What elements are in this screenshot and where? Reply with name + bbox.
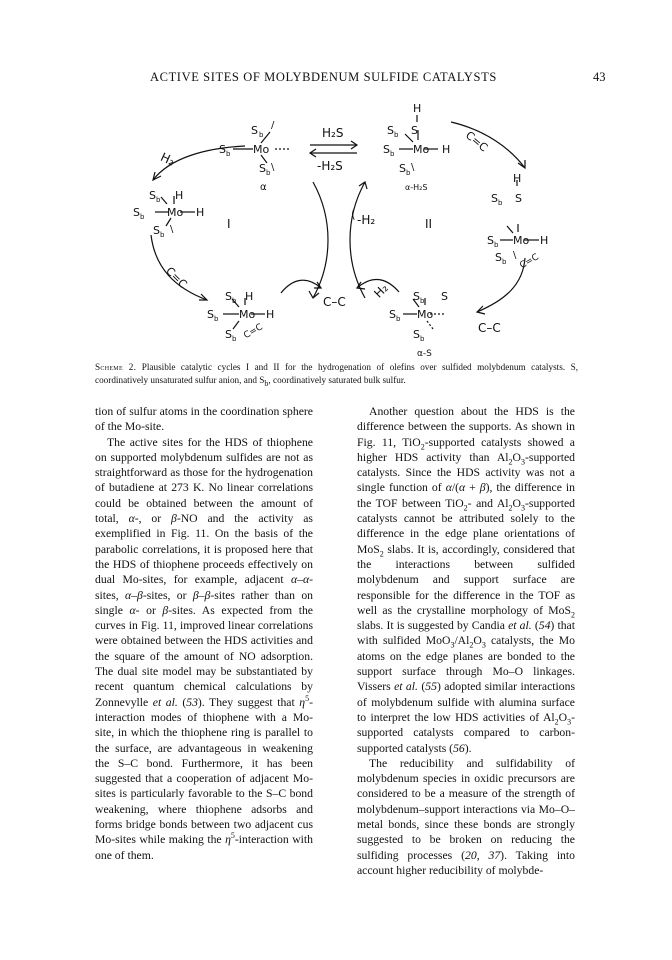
svg-text:Mo: Mo: [239, 308, 256, 321]
svg-text:S: S: [149, 189, 156, 202]
right-column: [357, 404, 575, 878]
svg-text:b: b: [394, 131, 399, 139]
svg-text:b: b: [494, 241, 499, 249]
paragraph: tion of sulfur atoms in the coordination sphere of the Mo-site.: [95, 405, 313, 434]
svg-text:Mo: Mo: [413, 143, 430, 156]
svg-text:S: S: [495, 251, 502, 264]
svg-text:H: H: [413, 102, 422, 115]
svg-text:Mo: Mo: [417, 308, 434, 321]
svg-text:S: S: [491, 192, 498, 205]
alpha-h2s-label: α-H₂S: [405, 183, 428, 192]
svg-text:Mo: Mo: [253, 143, 270, 156]
svg-text:b: b: [498, 199, 503, 207]
svg-text:\: \: [271, 162, 275, 173]
olefin-right-label: C=C: [462, 128, 491, 155]
svg-text:S: S: [251, 124, 258, 137]
paragraph: Another question about the HDS is the difference between the supports. As shown in Fig. 11, TiO$_2$-supported catalysts showed a higher HDS activity than $Al_2O_3$-supported catalysts. Since the HDS activity was not a single function of α/(α + β), the difference in the TOF between TiO$_2$- and $Al_2O_3$-supported catalysts cannot be attributed solely to the difference in the edge plane orientations of MoS$_2$ slabs. It is, accordingly, considered that the interactions between sulfided molybdenum and support surface are responsible for the difference in the TOF as well as the crystalline morphology of MoS$_2$ slabs. It is suggested by Candia et al. (54) that with sulfided $MoO_3/Al_2O_3$ catalysts, the Mo atoms on the edge planes are bonded to the support surface through Mo–O linkages. Vissers et al. (55) adopted similar interactions of molybdenum sulfide with alumina surface to interpret the low HDS activities of $Al_2O_3$-supported catalysts compared to carbon-supported catalysts (56).: [357, 405, 576, 755]
svg-text:S: S: [225, 328, 232, 341]
svg-text:b: b: [396, 315, 401, 323]
svg-text:H: H: [196, 206, 205, 219]
olefin-left-label: C=C: [163, 264, 190, 291]
page-header: [0, 70, 672, 90]
alkane-right-label: C–C: [478, 321, 501, 335]
svg-text:b: b: [406, 169, 411, 177]
svg-text:S: S: [413, 328, 420, 341]
svg-text:S: S: [383, 143, 390, 156]
svg-text:b: b: [156, 196, 161, 204]
svg-text:\: \: [513, 250, 517, 261]
svg-text:S: S: [219, 143, 226, 156]
svg-text:/: /: [271, 120, 275, 131]
svg-text:b: b: [160, 231, 165, 239]
svg-text:b: b: [140, 213, 145, 221]
svg-text:S: S: [207, 308, 214, 321]
left-column: [95, 404, 313, 863]
svg-text:S: S: [387, 124, 394, 137]
running-title: ACTIVE SITES OF MOLYBDENUM SULFIDE CATALYSTS: [150, 70, 497, 84]
svg-text:H: H: [540, 234, 549, 247]
caption-label: Scheme 2.: [95, 362, 137, 372]
svg-text:C=C: C=C: [518, 252, 541, 272]
svg-text:Mo: Mo: [167, 206, 184, 219]
paragraph: The active sites for the HDS of thiophene on supported molybdenum sulfides are not as straightforward as those for the hydrogenation of butadiene at 273 K. No linear correlations could be obtained between the amount of total, α-, or β-NO and the activity as exemplified in Fig. 11. On the basis of the parabolic correlations, it is proposed here that the HDS of thiophene proceeds effectively on dual Mo-sites, for example, adjacent α–α-sites, α–β-sites, or β–β-sites rather than on single α- or β-sites. As expected from the curves in Fig. 11, improved linear correlations were obtained between the HDS activities and the square of the amount of NO adsorption. The dual site model may be substantiated by recent quantum chemical calculations by Zonnevylle et al. (53). They suggest that $\eta^5$-interaction modes of thiophene with a Mo-site, in which the thiophene ring is parallel to the surface, are advantageous in weakening the S–C bond. Furthermore, it has been suggested that a cooperation of adjacent Mo-sites is particularly favorable to the S–C bond weakening, where thiophene adsorbs and forms bridge bonds between two adjacent cus Mo-sites while making the $\eta^5$-interaction with one of them.: [95, 435, 314, 862]
svg-text:S: S: [153, 224, 160, 237]
svg-text:b: b: [420, 335, 425, 343]
caption-text-end: , coordinatively saturated bulk sulfur.: [268, 375, 406, 385]
svg-text:\: \: [411, 162, 415, 173]
scheme-caption: [95, 361, 578, 387]
svg-text:H: H: [175, 189, 184, 202]
svg-text:b: b: [226, 150, 231, 158]
svg-text:b: b: [232, 297, 237, 305]
svg-text:S: S: [399, 162, 406, 175]
cycle-one-label: I: [227, 217, 231, 231]
svg-text:H: H: [513, 172, 522, 185]
svg-text:H: H: [442, 143, 451, 156]
svg-text:S: S: [259, 162, 266, 175]
page-number: 43: [593, 70, 606, 84]
h2-right-label: -H₂: [357, 213, 376, 227]
svg-text:b: b: [420, 297, 425, 305]
caption-sub: b: [264, 378, 269, 388]
h2-left-label: H₂: [158, 149, 177, 169]
svg-text:b: b: [232, 335, 237, 343]
svg-text:b: b: [502, 258, 507, 266]
svg-text:S: S: [487, 234, 494, 247]
alpha-label: α: [260, 182, 267, 193]
svg-text:b: b: [259, 131, 264, 139]
svg-text:H: H: [266, 308, 275, 321]
svg-text:b: b: [214, 315, 219, 323]
paragraph: The reducibility and sulfidability of molybdenum species in oxidic precursors are considered to be a measure of the strength of molybdenum–support interactions via Mo–O–metal bonds, since these bonds are strongly suggested to be broken on reducing the sulfiding processes (20, 37). Taking into account higher reducibility of molybde-: [357, 756, 575, 877]
svg-text:C=C: C=C: [242, 322, 265, 342]
svg-text:S: S: [389, 308, 396, 321]
svg-text:S: S: [413, 290, 420, 303]
svg-text:H: H: [245, 290, 254, 303]
h2s-reverse-label: -H₂S: [317, 159, 343, 173]
alpha-s-label: α-S: [417, 349, 432, 359]
svg-text:(: (: [351, 207, 356, 221]
svg-text:b: b: [266, 169, 271, 177]
caption-text: Plausible catalytic cycles I and II for the hydrogenation of olefins over sulfided molybdenum catalysts. S, coordinatively unsaturated sulfur anion, and S: [95, 362, 578, 385]
svg-text:b: b: [390, 150, 395, 158]
scheme-diagram: [95, 100, 575, 362]
svg-text:S: S: [133, 206, 140, 219]
svg-text:S: S: [441, 290, 448, 303]
svg-text:S: S: [225, 290, 232, 303]
svg-text:S: S: [411, 124, 418, 137]
h2-bottom-label: H₂: [371, 280, 391, 301]
svg-text:\: \: [170, 224, 174, 235]
alkane-center-label: C–C: [323, 295, 346, 309]
h2s-forward-label: H₂S: [322, 126, 344, 140]
svg-text:Mo: Mo: [513, 234, 530, 247]
svg-text:S: S: [515, 192, 522, 205]
cycle-two-label: II: [425, 217, 433, 231]
